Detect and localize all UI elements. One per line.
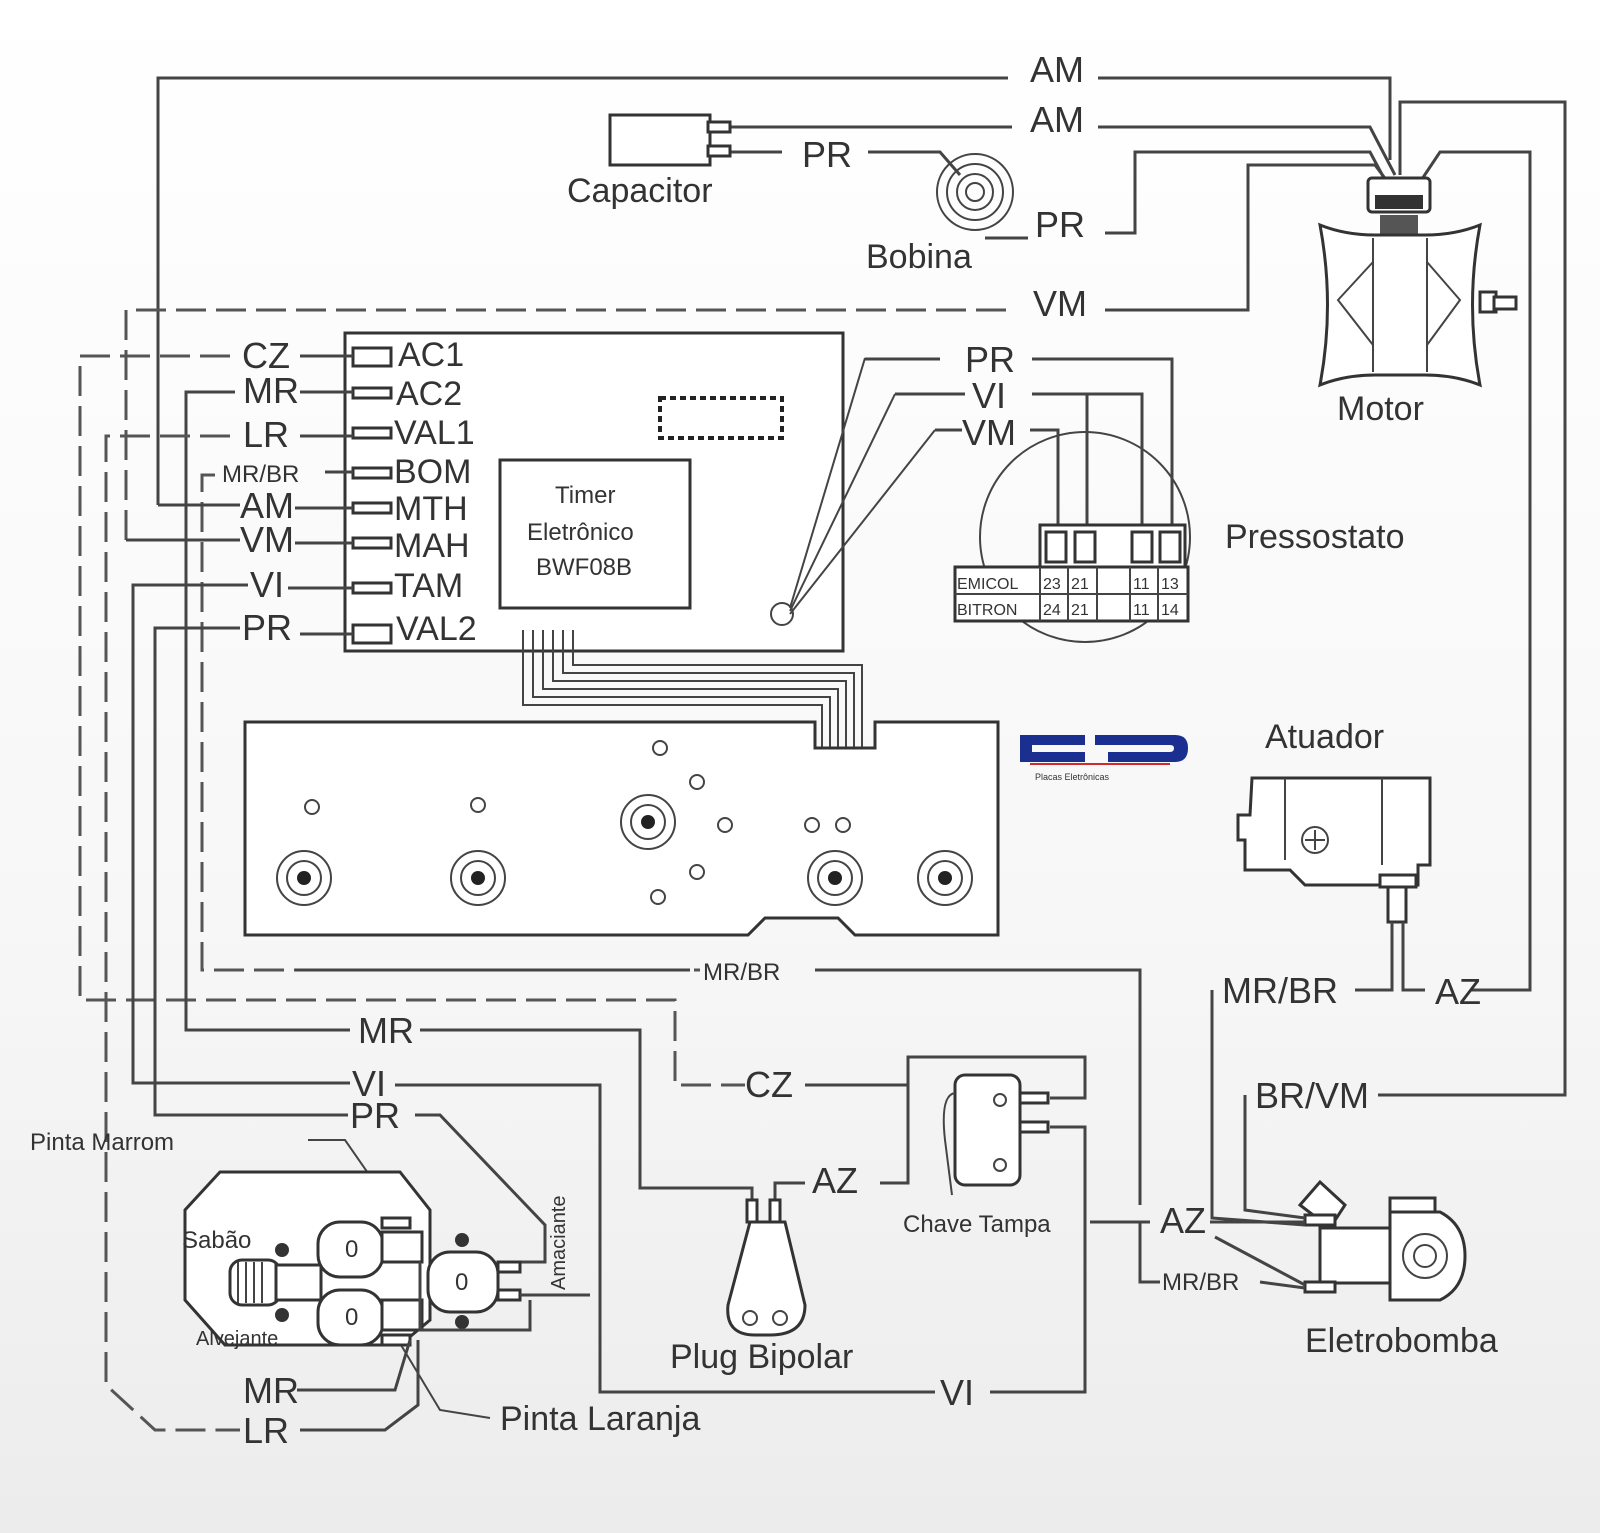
pin-bom: BOM	[394, 453, 472, 491]
wire-label-atuador-mr-br: MR/BR	[1222, 970, 1338, 1011]
wire-label-pr-bottom: PR	[350, 1095, 401, 1136]
label-bobina: Bobina	[866, 238, 972, 276]
motor	[1320, 178, 1516, 385]
label-alvejante: Alvejante	[196, 1328, 279, 1350]
wire-label-vm-top: VM	[1033, 283, 1087, 324]
label-amaciante: Amaciante	[548, 1195, 570, 1290]
press-bitron-pin-4: 14	[1161, 602, 1179, 619]
wire-label-vm: VM	[240, 519, 294, 560]
wire-label-mr: MR	[243, 370, 299, 411]
label-atuador: Atuador	[1265, 718, 1385, 756]
label-pinta-laranja: Pinta Laranja	[500, 1400, 701, 1438]
eletrobomba	[1090, 990, 1465, 1300]
label-chave-tampa: Chave Tampa	[903, 1211, 1051, 1238]
pin-tam: TAM	[394, 567, 464, 605]
label-timer-3: BWF08B	[536, 554, 633, 581]
bobina-coil	[937, 154, 1013, 230]
press-bitron-pin-3: 11	[1133, 602, 1150, 619]
wire-label-cz-bottom: CZ	[745, 1064, 793, 1105]
wire-label-press-pr: PR	[965, 339, 1016, 380]
pin-ac1: AC1	[398, 336, 465, 374]
wire-label-bomba-mr-br: MR/BR	[1162, 1269, 1240, 1296]
wire-label-az-plug: AZ	[812, 1160, 859, 1201]
wire-label-vi-bottom: VI	[352, 1063, 387, 1104]
press-brand-bitron: BITRON	[957, 602, 1018, 619]
press-emicol-pin-4: 13	[1161, 576, 1179, 593]
pin-mth: MTH	[394, 490, 468, 528]
label-sabao: Sabão	[182, 1227, 252, 1254]
label-timer-2: Eletrônico	[527, 519, 634, 546]
press-bitron-pin-1: 24	[1043, 602, 1061, 619]
capacitor	[610, 115, 730, 165]
press-emicol-pin-2: 21	[1071, 576, 1089, 593]
wire-label-pr-bobina: PR	[1035, 204, 1086, 245]
label-timer-1: Timer	[555, 482, 616, 509]
wire-label-pr: PR	[242, 607, 293, 648]
wire-label-mr-bottom: MR	[358, 1010, 414, 1051]
wire-label-pr-capacitor: PR	[802, 134, 853, 175]
wire-label-atuador-az: AZ	[1435, 971, 1482, 1012]
wire-label-bomba-az: AZ	[1160, 1200, 1207, 1241]
wire-label-mr-br-bottom: MR/BR	[703, 959, 781, 986]
press-emicol-pin-1: 23	[1043, 576, 1061, 593]
wire-label-lr-valve: LR	[243, 1410, 290, 1451]
pin-mah: MAH	[394, 527, 470, 565]
label-plug-bipolar: Plug Bipolar	[670, 1338, 854, 1376]
wire-label-br-vm: BR/VM	[1255, 1075, 1370, 1116]
atuador	[1238, 778, 1430, 990]
press-emicol-pin-3: 11	[1133, 576, 1150, 593]
wire-label-am-second: AM	[1030, 99, 1084, 140]
label-capacitor: Capacitor	[567, 172, 713, 210]
wire-label-press-vm: VM	[962, 412, 1016, 453]
wire-label-mr-br: MR/BR	[222, 461, 300, 488]
wire-label-cz: CZ	[242, 335, 290, 376]
display-panel	[245, 722, 998, 935]
pin-ac2: AC2	[396, 375, 463, 413]
pressostato	[865, 359, 1190, 642]
label-eletrobomba: Eletrobomba	[1305, 1322, 1498, 1360]
svg-text:0: 0	[345, 1236, 359, 1263]
svg-text:0: 0	[345, 1304, 359, 1331]
wire-label-am: AM	[240, 485, 294, 526]
label-pinta-marrom: Pinta Marrom	[30, 1129, 175, 1156]
press-brand-emicol: EMICOL	[957, 576, 1019, 593]
wire-label-am-top: AM	[1030, 49, 1084, 90]
wire-label-vi: VI	[250, 564, 285, 605]
label-pressostato: Pressostato	[1225, 518, 1405, 556]
label-motor: Motor	[1337, 390, 1424, 428]
wire-label-vi-lowest: VI	[940, 1372, 975, 1413]
wire-label-mr-valve: MR	[243, 1370, 299, 1411]
press-bitron-pin-2: 21	[1071, 602, 1089, 619]
logo-text: Placas Eletrônicas	[1035, 772, 1110, 782]
svg-text:0: 0	[455, 1269, 469, 1296]
pin-val1: VAL1	[394, 414, 475, 452]
cp-logo	[1020, 735, 1188, 765]
wire-label-press-vi: VI	[972, 375, 1007, 416]
wire-label-lr: LR	[243, 414, 290, 455]
pin-val2: VAL2	[396, 610, 477, 648]
